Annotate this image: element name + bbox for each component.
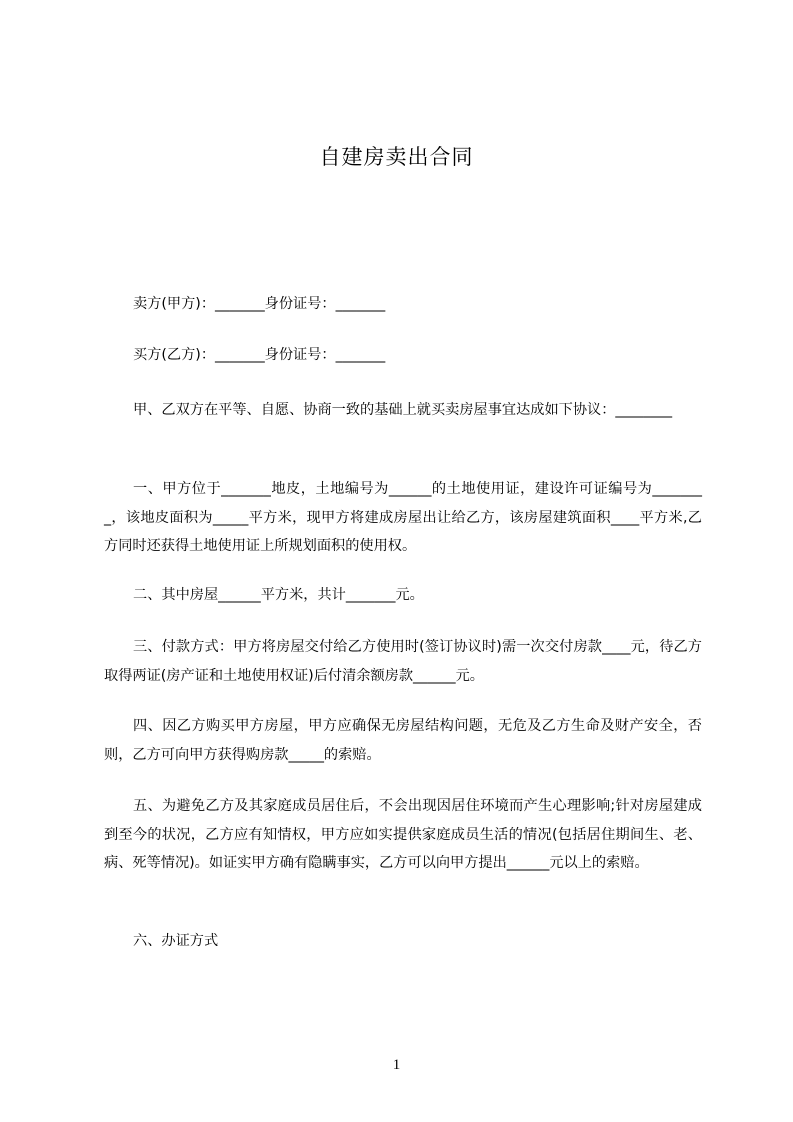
- intro-paragraph: 甲、乙双方在平等、自愿、协商一致的基础上就买卖房屋事宜达成如下协议：________: [133, 402, 673, 418]
- clause-3-paragraph: 三、付款方式：甲方将房屋交付给乙方使用时(签订协议时)需一次交付房款____元，待乙方取得两证(房产证和土地使用权证)后付清余额房款______元。: [104, 639, 702, 684]
- clause-2-paragraph: 二、其中房屋______平方米，共计_______元。: [133, 587, 424, 603]
- clause-6-heading: 六、办证方式: [133, 933, 219, 949]
- clause-4-paragraph: 四、因乙方购买甲方房屋，甲方应确保无房屋结构问题，无危及乙方生命及财产安全，否则，乙方可向甲方获得购房款_____的索赔。: [104, 718, 702, 763]
- buyer-line: 买方(乙方)：_______身份证号：_______: [133, 347, 386, 363]
- clause-1-paragraph: 一、甲方位于_______地皮，土地编号为______的土地使用证，建设许可证编号为________，该地皮面积为_____平方米，现甲方将建成房屋出让给乙方，该房屋建筑面积____平方米,乙方同时还获得土地使用证上所规划面积的使用权。: [104, 481, 702, 554]
- page-number: 1: [392, 1057, 401, 1073]
- clause-5-paragraph: 五、为避免乙方及其家庭成员居住后，不会出现因居住环境而产生心理影响;针对房屋建成到至今的状况，乙方应有知情权，甲方应如实提供家庭成员生活的情况(包括居住期间生、老、病、死等情况)。如证实甲方确有隐瞒事实，乙方可以向甲方提出______元以上的索赔。: [104, 798, 702, 871]
- document-title: 自建房卖出合同: [319, 145, 474, 169]
- seller-line: 卖方(甲方)：_______身份证号：_______: [133, 296, 386, 312]
